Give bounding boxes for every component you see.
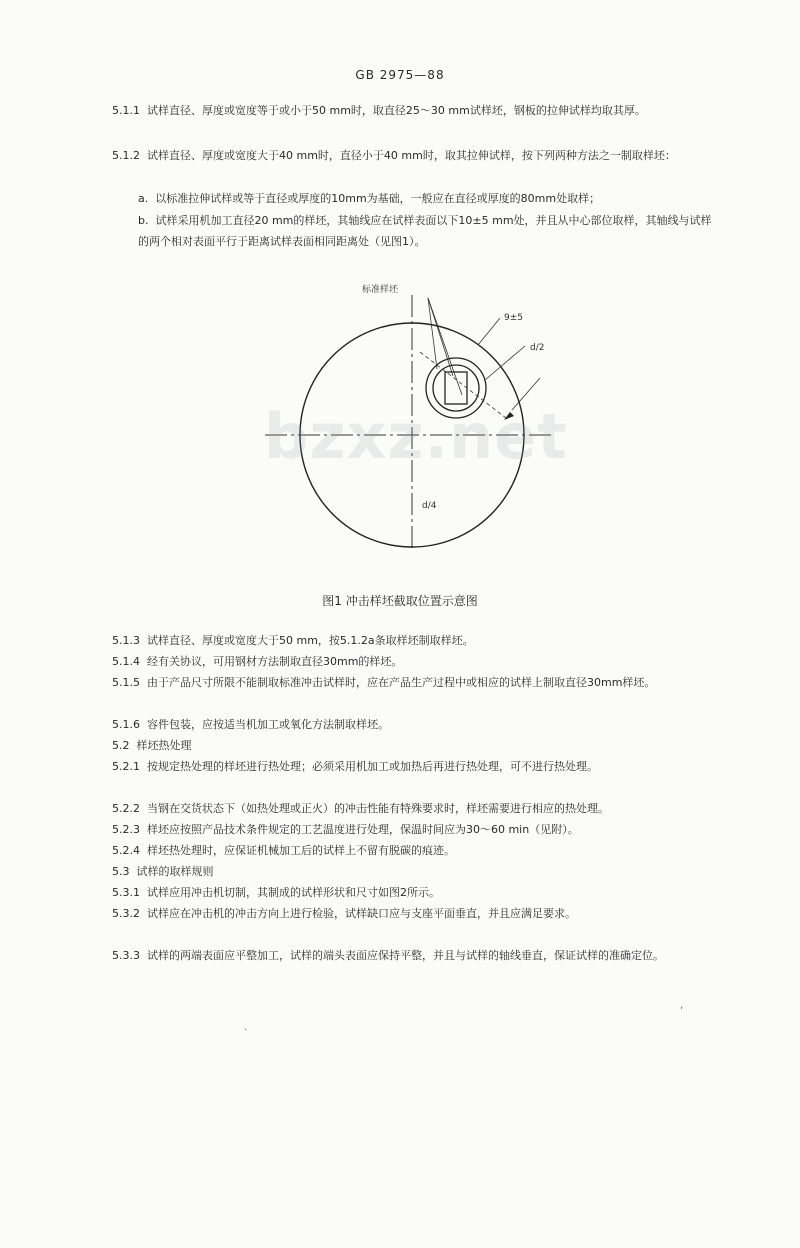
section-heading-5-3: 5.3 试样的取样规则 (112, 865, 214, 878)
page-header: GB 2975—88 (355, 68, 445, 82)
paragraph-5-1-4: 5.1.4 经有关协议，可用钢材方法制取直径30mm的样坯。 (112, 655, 403, 668)
paragraph-item-a: a. 以标准拉伸试样或等于直径或厚度的10mm为基础，一般应在直径或厚度的80mm处取样； (138, 192, 601, 205)
paragraph-5-1-3: 5.1.3 试样直径、厚度或宽度大于50 mm，按5.1.2a条取样坯制取样坯。 (112, 634, 474, 647)
paragraph-item-b: b. 试样采用机加工直径20 mm的样坯，其轴线应在试样表面以下10±5 mm处，并且从中心部位取样，其轴线与试样的两个相对表面平行于距离试样表面相同距离处（见图1）。 (138, 214, 712, 248)
paragraph-5-1-5: 5.1.5 由于产品尺寸所限不能制取标准冲击试样时，应在产品生产过程中或相应的试样上制取直径30mm样坯。 (112, 676, 656, 689)
paragraph-5-3-3: 5.3.3 试样的两端表面应平整加工，试样的端头表面应保持平整，并且与试样的轴线垂直，保证试样的准确定位。 (112, 949, 664, 962)
section-heading-5-2: 5.2 样坯热处理 (112, 739, 192, 752)
figure-caption: 图1 冲击样坯截取位置示意图 (322, 594, 478, 608)
scan-speck: . (244, 1022, 248, 1033)
paragraph-5-1-1: 5.1.1 试样直径、厚度或宽度等于或小于50 mm时，取直径25～30 mm试样坯，钢板的拉伸试样均取其厚。 (112, 104, 646, 117)
paragraph-5-1-6: 5.1.6 容件包装，应按适当机加工或氧化方法制取样坯。 (112, 718, 389, 731)
site-watermark: bzxz.net (264, 400, 568, 473)
label-half-diameter: d/2 (530, 343, 545, 353)
paragraph-5-2-3: 5.2.3 样坯应按照产品技术条件规定的工艺温度进行处理，保温时间应为30～60 min（见附）。 (112, 823, 579, 836)
scan-speck: , (680, 1000, 684, 1011)
paragraph-5-2-2: 5.2.2 当钢在交货状态下（如热处理或正火）的冲击性能有特殊要求时，样坯需要进行相应的热处理。 (112, 802, 609, 815)
paragraph-5-3-2: 5.3.2 试样应在冲击机的冲击方向上进行检验，试样缺口应与支座平面垂直，并且应满足要求。 (112, 907, 576, 920)
paragraph-5-3-1: 5.3.1 试样应用冲击机切制，其制成的试样形状和尺寸如图2所示。 (112, 886, 440, 899)
leader-line-2 (428, 298, 437, 369)
dimension-leader-2 (485, 346, 525, 380)
label-offset-dimension: 9±5 (504, 313, 523, 323)
paragraph-5-2-1: 5.2.1 按规定热处理的样坯进行热处理；必须采用机加工或加热后再进行热处理，可不进行热处理。 (112, 760, 598, 773)
paragraph-5-1-2: 5.1.2 试样直径、厚度或宽度大于40 mm时，直径小于40 mm时，取其拉伸试样，按下列两种方法之一制取样坯： (112, 149, 676, 162)
label-standard-blank: 标准样坯 (362, 285, 399, 295)
label-quarter-diameter: d/4 (422, 501, 437, 511)
dimension-leader-1 (478, 318, 500, 345)
paragraph-5-2-4: 5.2.4 样坯热处理时，应保证机械加工后的试样上不留有脱碳的痕迹。 (112, 844, 455, 857)
